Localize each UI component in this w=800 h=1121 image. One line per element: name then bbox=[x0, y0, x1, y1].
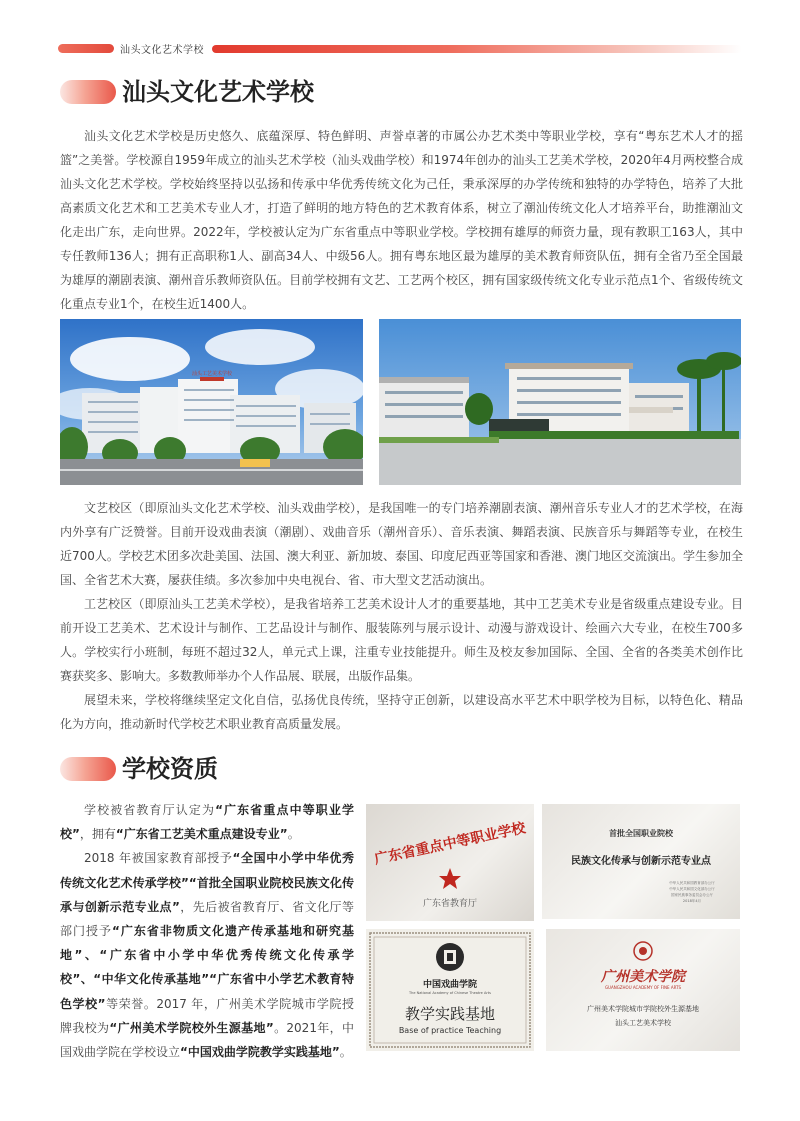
intro-paragraph: 汕头文化艺术学校是历史悠久、底蕴深厚、特色鲜明、声誉卓著的市属公办艺术类中等职业学校，享有“粤东艺术人才的摇篮”之美誉。学校源自1959年成立的汕头艺术学校（汕头戏曲学校）和1974年创办的汕头工艺美术学校，2020年4月两校整合成汕头文化艺术学校。学校始终坚持以弘扬和传承中华优秀传统文化为己任，秉承深厚的办学传统和独特的办学特色，培养了大批高素质文化艺术和工艺美术专业人才，打造了鲜明的地方特色的艺术教育体系，树立了潮汕传统文化人才培养平台，助推潮汕文化走出广东，走向世界。2022年，学校被认定为广东省重点中等职业学校。学校拥有雄厚的师资力量，现有教职工163人，其中专任教师136人；拥有正高职称1人、副高34人、中级56人。拥有粤东地区最为雄厚的美术教育师资队伍，拥有全省乃至全国最为雄厚的潮剧表演、潮州音乐教师资队伍。目前学校拥有文艺、工艺两个校区，拥有国家级传统文化专业示范点1个、省级传统文化重点专业1个，在校生近1400人。 bbox=[60, 129, 743, 311]
certificate-small-text: 2018年4月 bbox=[682, 899, 702, 903]
certificate-issuer: 广东省教育厅 bbox=[422, 899, 478, 909]
qualification-paragraph-2 bbox=[60, 846, 354, 1064]
section-title-qualifications bbox=[60, 751, 460, 787]
campus-photo-arts bbox=[60, 319, 363, 485]
building-sign-text: 汕头工艺美术学校 bbox=[191, 371, 233, 377]
text-run-bold: “广东省非物质文化遗产传承基地和研究基地”、“广东省中小学中华优秀传统文化传承学校”、“中华文化传承基地”“广东省中小学艺术教育特色学校” bbox=[60, 924, 354, 1011]
outlook-paragraph: 展望未来，学校将继续坚定文化自信，弘扬优良传统，坚持守正创新，以建设高水平艺术中职学校为目标，以特色化、精品化为方向，推动新时代学校艺术职业教育高质量发展。 bbox=[60, 693, 743, 731]
certificate-small-text: 中华人民共和国文化部办公厅 bbox=[669, 887, 715, 891]
text-run: 等荣誉。2017 年，广州美术学院城市学院授牌我校为 bbox=[60, 996, 355, 1035]
academy-name: 中国戏曲学院 bbox=[422, 980, 478, 990]
text-run: 。 bbox=[339, 1045, 352, 1060]
text-run: 2018 年被国家教育部授予 bbox=[84, 851, 233, 866]
certificate-ethnic-culture bbox=[542, 804, 740, 919]
section-title-school bbox=[60, 74, 460, 110]
title-accent-blob bbox=[60, 757, 116, 781]
certificate-main-text: 民族文化传承与创新示范专业点 bbox=[571, 856, 711, 867]
academy-name-en: GUANGZHOU ACADEMY OF FINE ARTS bbox=[604, 985, 682, 990]
text-run-bold: “广东省重点中等职业学校” bbox=[60, 803, 354, 842]
campus-photo-crafts bbox=[379, 319, 741, 485]
certificate-key-vocational-school bbox=[366, 804, 534, 921]
text-run: 。2021年，中国戏曲学院在学校设立 bbox=[60, 1020, 354, 1060]
star-icon bbox=[439, 868, 461, 889]
header-accent-line bbox=[212, 45, 742, 53]
certificate-opera-academy bbox=[366, 929, 534, 1051]
title-accent-blob bbox=[60, 80, 116, 104]
running-header bbox=[58, 40, 742, 58]
qualification-paragraph-1 bbox=[60, 798, 354, 846]
certificate-top-text: 首批全国职业院校 bbox=[609, 829, 673, 838]
qualification-text bbox=[60, 798, 354, 1064]
section-title-text: 汕头文化艺术学校 bbox=[122, 78, 314, 106]
text-run-bold: “广州美术学院校外生源基地” bbox=[109, 1020, 274, 1035]
text-run-bold: “中国戏曲学院教学实践基地” bbox=[180, 1045, 340, 1060]
running-title: 汕头文化艺术学校 bbox=[120, 45, 204, 56]
certificate-fine-arts-academy bbox=[546, 929, 740, 1051]
text-run-bold: “全国中小学中华优秀传统文化艺术传承学校”“首批全国职业院校民族文化传承与创新示范专业点” bbox=[60, 851, 355, 914]
certificate-small-text: 国家民族事务委员会办公厅 bbox=[671, 893, 713, 897]
arts-campus-paragraph: 文艺校区（即原汕头文化艺术学校、汕头戏曲学校），是我国唯一的专门培养潮剧表演、潮州音乐专业人才的艺术学校，在海内外享有广泛赞誉。目前开设戏曲表演（潮剧）、戏曲音乐（潮州音乐）、音乐表演、舞蹈表演、民族音乐与舞蹈等专业，在校生近700人。学校艺术团多次赴美国、法国、澳大利亚、新加坡、泰国、印度尼西亚等国家和香港、澳门地区交流演出。学生参加全国、全省艺术大赛，屡获佳绩。多次参加中央电视台、省、市大型文艺活动演出。 bbox=[60, 501, 743, 587]
text-run: ，先后被省教育厅、省文化厅等部门授予 bbox=[60, 899, 354, 939]
academy-calligraphy: 广州美术学院 bbox=[601, 969, 685, 985]
text-run: 。 bbox=[287, 827, 300, 842]
certificate-small-text: 中华人民共和国教育部办公厅 bbox=[669, 881, 715, 885]
certificate-main-text: 广东省重点中等职业学校 bbox=[373, 820, 527, 868]
certificate-en-text: Base of practice Teaching bbox=[398, 1026, 502, 1035]
text-run-bold: “广东省工艺美术重点建设专业” bbox=[115, 827, 288, 842]
certificate-line-2: 汕头工艺美术学校 bbox=[615, 1019, 671, 1027]
text-run: ，拥有 bbox=[79, 827, 116, 842]
certificate-main-text: 教学实践基地 bbox=[404, 1005, 496, 1023]
crafts-campus-paragraph: 工艺校区（即原汕头工艺美术学校），是我省培养工艺美术设计人才的重要基地，其中工艺美术专业是省级重点建设专业。目前开设工艺美术、艺术设计与制作、工艺品设计与制作、服装陈列与展示设计、动漫与游戏设计、绘画六大专业，在校生700多人。学校实行小班制，每班不超过32人，单元式上课，注重专业技能提升。师生及校友参加国际、全国、全省的各类美术创作比赛获奖多、影响大。多数教师举办个人作品展、联展，出版作品集。 bbox=[60, 597, 743, 683]
header-accent-pill bbox=[58, 44, 114, 53]
academy-name-en: The National Academy of Chinese Theatre Arts bbox=[409, 991, 491, 995]
certificate-line-1: 广州美术学院城市学院校外生源基地 bbox=[587, 1005, 699, 1013]
text-run: 学校被省教育厅认定为 bbox=[84, 803, 216, 817]
section-title-text: 学校资质 bbox=[122, 755, 218, 783]
